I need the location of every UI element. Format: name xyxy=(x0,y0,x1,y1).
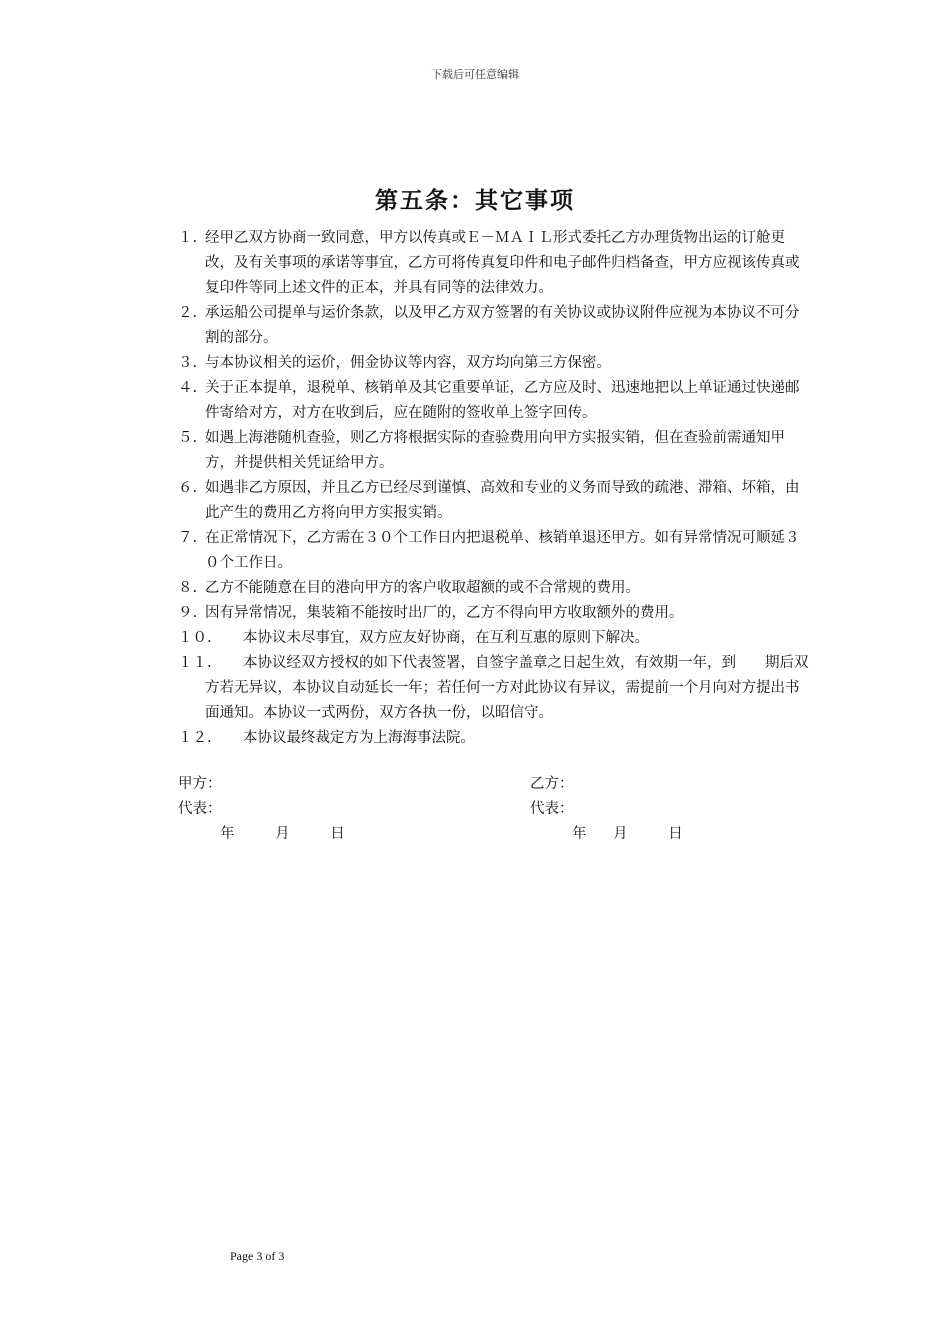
clause-item xyxy=(178,426,812,476)
clause-number: ５. xyxy=(178,430,198,446)
day-label: 日 xyxy=(668,826,683,842)
year-label: 年 xyxy=(220,826,235,842)
clause-item xyxy=(178,601,812,626)
clause-text: 乙方不能随意在目的港向甲方的客户收取超额的或不合常规的费用。 xyxy=(205,580,640,596)
page-number: Page 3 of 3 xyxy=(230,1249,285,1263)
party-a-signature xyxy=(178,772,478,847)
year-label: 年 xyxy=(572,826,587,842)
clause-text: 经甲乙双方协商一致同意，甲方以传真或Ｅ－ＭＡＩＬ形式委托乙方办理货物出运的订舱更改，及有关事项的承诺等事宜，乙方可将传真复印件和电子邮件归档备查，甲方应视该传真或复印件等同上述文件的正本，并具有同等的法律效力。 xyxy=(205,230,800,296)
clause-number: ２. xyxy=(178,305,198,321)
clause-item xyxy=(178,476,812,526)
party-b-signature xyxy=(530,772,830,847)
clause-item xyxy=(178,726,812,751)
clause-text: 承运船公司提单与运价条款，以及甲乙方双方签署的有关协议或协议附件应视为本协议不可分割的部分。 xyxy=(205,305,800,346)
clause-number: １０. xyxy=(178,630,212,646)
clause-number: １２. xyxy=(178,730,212,746)
clause-item xyxy=(178,226,812,301)
clause-text: 本协议最终裁定方为上海海事法院。 xyxy=(243,730,475,746)
month-label: 月 xyxy=(275,826,290,842)
clause-number: ６. xyxy=(178,480,198,496)
clause-number: ４. xyxy=(178,380,198,396)
month-label: 月 xyxy=(613,826,628,842)
clause-item xyxy=(178,651,812,726)
party-b-rep-label: 代表： xyxy=(530,801,574,817)
party-a-date xyxy=(178,822,478,847)
clause-item xyxy=(178,376,812,426)
clause-number: １. xyxy=(178,230,198,246)
clause-item xyxy=(178,576,812,601)
header-note: 下载后可任意编辑 xyxy=(431,68,519,81)
clause-item xyxy=(178,351,812,376)
clause-number: ７. xyxy=(178,530,198,546)
clause-item xyxy=(178,626,812,651)
clause-number: ３. xyxy=(178,355,198,371)
clause-text: 关于正本提单，退税单、核销单及其它重要单证，乙方应及时、迅速地把以上单证通过快递邮件寄给对方，对方在收到后，应在随附的签收单上签字回传。 xyxy=(205,380,800,421)
party-a-rep-label: 代表： xyxy=(178,801,222,817)
party-b-date xyxy=(530,822,830,847)
clause-item xyxy=(178,301,812,351)
clause-number: ９. xyxy=(178,605,198,621)
clause-number: ８. xyxy=(178,580,198,596)
clause-text: 与本协议相关的运价，佣金协议等内容，双方均向第三方保密。 xyxy=(205,355,611,371)
clause-number: １１. xyxy=(178,655,212,671)
clause-list xyxy=(178,226,812,751)
clause-text: 如遇非乙方原因，并且乙方已经尽到谨慎、高效和专业的义务而导致的疏港、滞箱、坏箱，由此产生的费用乙方将向甲方实报实销。 xyxy=(205,480,800,521)
clause-item xyxy=(178,526,812,576)
clause-text: 在正常情况下，乙方需在３０个工作日内把退税单、核销单退还甲方。如有异常情况可顺延３０个工作日。 xyxy=(205,530,800,571)
clause-text: 本协议未尽事宜，双方应友好协商，在互利互惠的原则下解决。 xyxy=(243,630,649,646)
clause-text: 本协议经双方授权的如下代表签署，自签字盖章之日起生效，有效期一年，到 期后双方若无异议，本协议自动延长一年；若任何一方对此协议有异议，需提前一个月向对方提出书面通知。本协议一式两份，双方各执一份，以昭信守。 xyxy=(205,655,809,721)
clause-text: 如遇上海港随机查验，则乙方将根据实际的查验费用向甲方实报实销，但在查验前需通知甲方，并提供相关凭证给甲方。 xyxy=(205,430,785,471)
day-label: 日 xyxy=(330,826,345,842)
clause-text: 因有异常情况，集装箱不能按时出厂的，乙方不得向甲方收取额外的费用。 xyxy=(205,605,684,621)
section-title: 第五条：其它事项 xyxy=(375,187,575,214)
party-b-label: 乙方： xyxy=(530,776,574,792)
party-a-label: 甲方： xyxy=(178,776,222,792)
